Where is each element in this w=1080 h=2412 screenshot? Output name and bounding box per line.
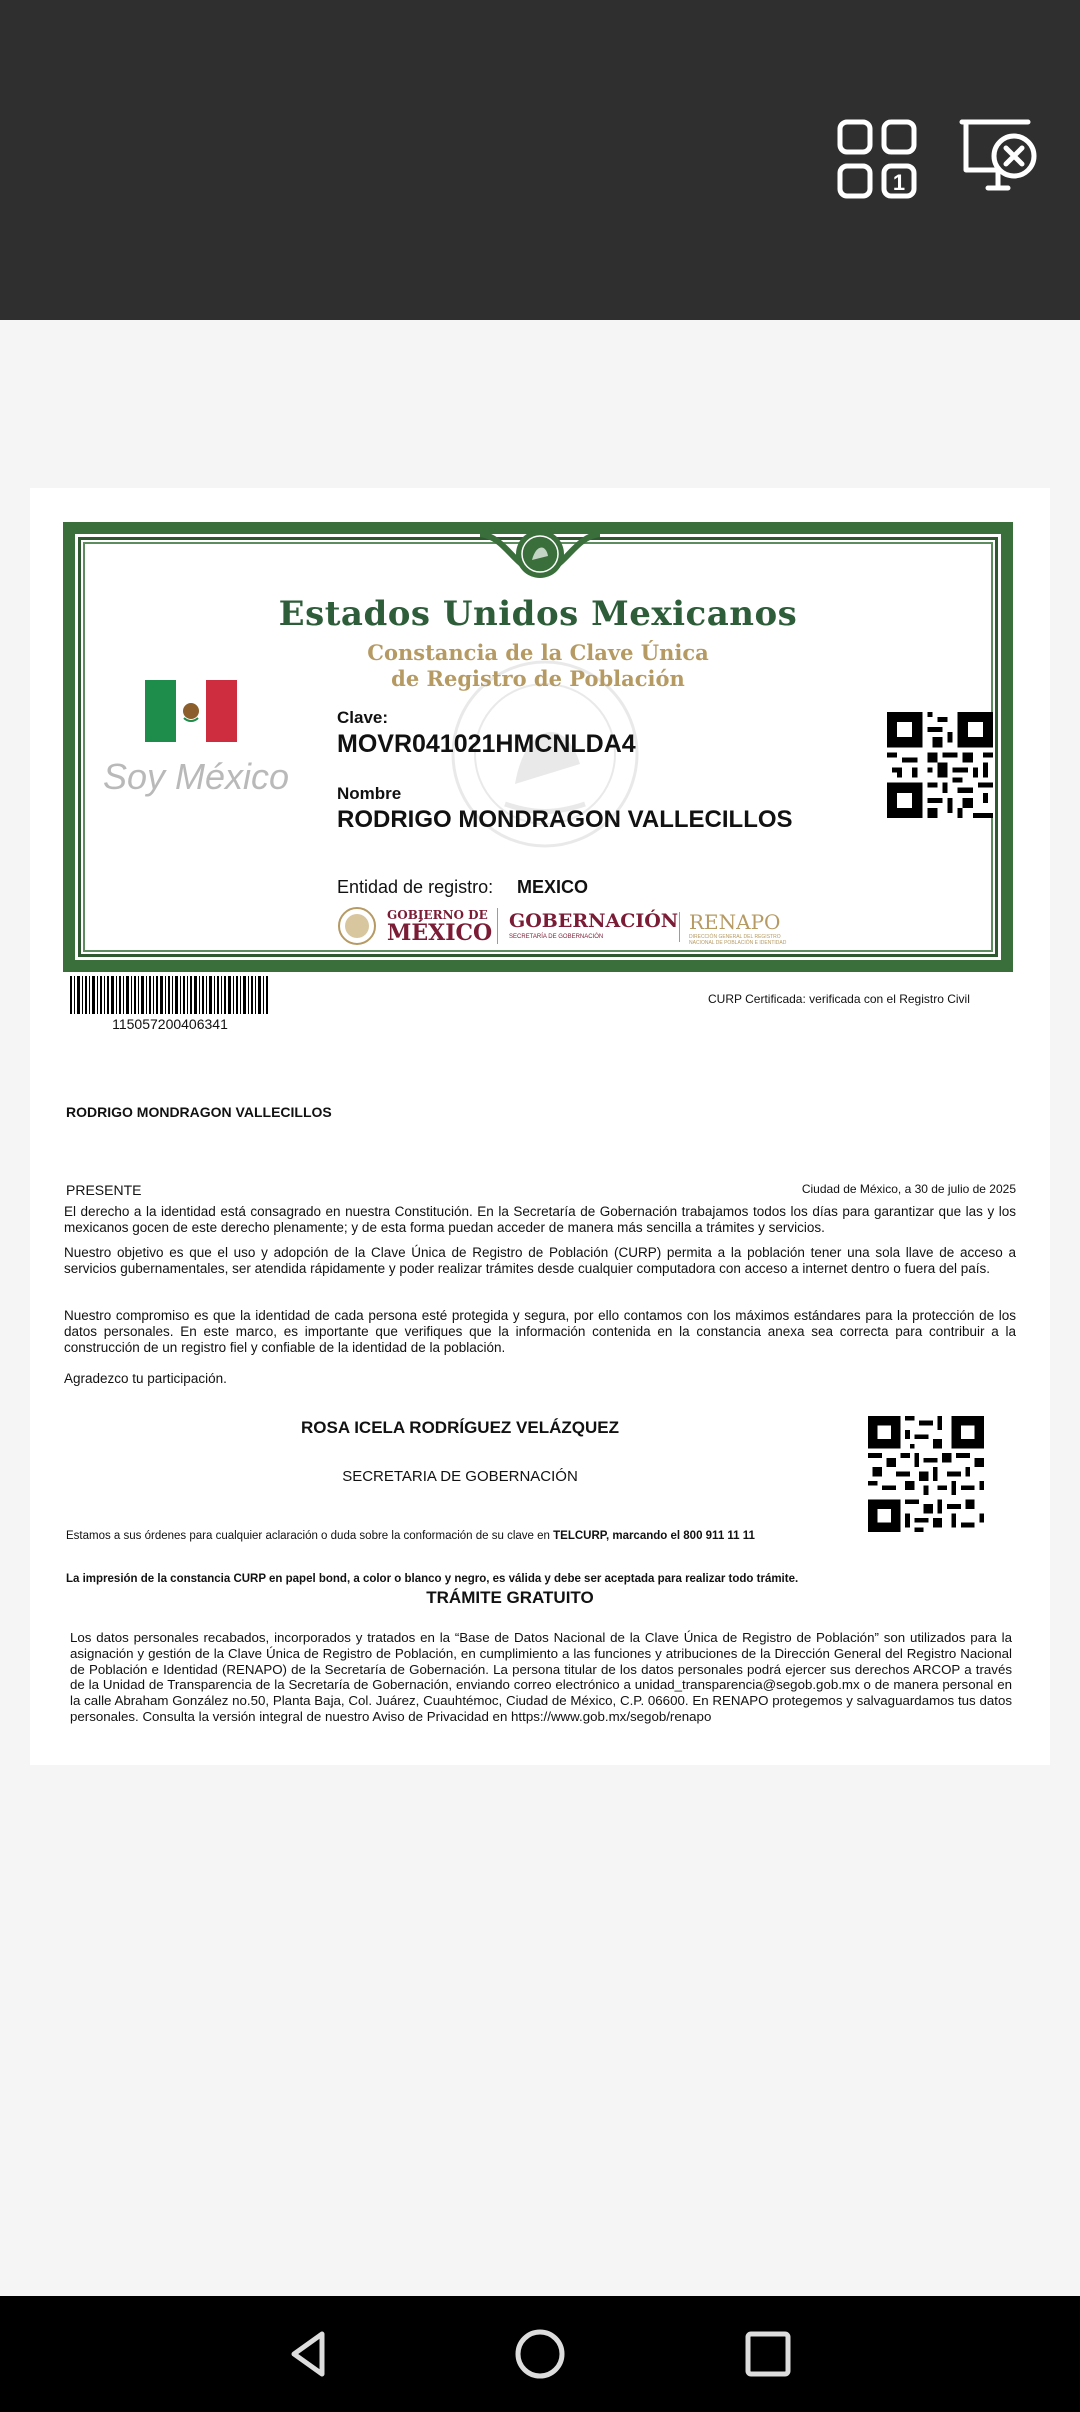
national-seal-icon	[480, 526, 600, 582]
letter-paragraph: Nuestro objetivo es que el uso y adopción de la Clave Única de Registro de Población (CURP) permita a la población tener una sola llave de acceso a servicios gubernamentales, ser atendida rápidamente y poder realizar trámites desde cualquier computadora con acceso a internet dentro o fuera del país.	[64, 1245, 1016, 1276]
renapo-logo-text: RENAPO	[689, 910, 781, 934]
viewer-toolbar	[0, 0, 1080, 320]
curp-certificate	[63, 522, 1013, 972]
gobierno-de-text: GOBIERNO DE	[387, 908, 488, 922]
home-icon[interactable]	[512, 2326, 568, 2382]
logo-divider	[679, 912, 680, 942]
gobierno-seal-icon	[337, 906, 377, 946]
letter-date: Ciudad de México, a 30 de julio de 2025	[801, 1182, 1016, 1196]
certificate-subtitle-2: de Registro de Población	[391, 666, 685, 691]
tramite-gratuito	[30, 1588, 1050, 1608]
renapo-subtext: DIRECCIÓN GENERAL DEL REGISTRO NACIONAL DE POBLACIÓN E IDENTIDAD	[689, 934, 787, 946]
signer-name-text: ROSA ICELA RODRÍGUEZ VELÁZQUEZ	[301, 1418, 619, 1437]
recents-icon[interactable]	[740, 2326, 796, 2382]
document-page[interactable]	[30, 488, 1050, 1765]
certificate-subtitle-1: Constancia de la Clave Única	[367, 640, 709, 665]
certificate-title: Estados Unidos Mexicanos	[278, 594, 798, 634]
letter-paragraph: Nuestro compromiso es que la identidad de cada persona esté protegida y segura, por ello contamos con los máximos estándares para la protección de los datos personales. En este marco, es importante que verifiques que la información contenida en la constancia anexa sea correcta para contribuir a la construcción de un registro fiel y confiable de la identidad de la población.	[64, 1308, 1016, 1355]
exit-presentation-icon[interactable]	[958, 116, 1038, 200]
privacy-notice: Los datos personales recabados, incorporados y tratados en la “Base de Datos Nacional de la Clave Única de Registro de Población” son utilizados para la asignación y gestión de la Clave Única de Registro de Población, en cumplimiento a las funciones y atribuciones de la Dirección General del Registro Nacional de Población e Identidad (RENAPO) de la Secretaría de Gobernación. La persona titular de los datos personales podrá ejercer sus derechos ARCOP a través de la Unidad de Transparencia de la Secretaría de Gobernación, enviando correo electrónico a unidad_transparencia@segob.gob.mx o de manera personal en la calle Abraham González no.50, Planta Baja, Col. Juárez, Cuauhtémoc, Ciudad de México, C.P. 06600. En RENAPO protegemos y salvaguardamos tus datos personales. Consulta la versión integral de nuestro Aviso de Privacidad en https://www.gob.mx/segob/renapo	[70, 1630, 1012, 1724]
letter-presente: PRESENTE	[66, 1182, 142, 1198]
gobernacion-logo-text: GOBERNACIÓN	[509, 910, 679, 932]
clave-label: Clave:	[337, 708, 389, 727]
telcurp-phone: TELCURP, marcando el 800 911 11 11	[553, 1530, 755, 1542]
mexico-logo-text: MÉXICO	[387, 920, 493, 946]
logo-divider	[497, 908, 498, 944]
tramite-gratuito-text: TRÁMITE GRATUITO	[426, 1588, 594, 1607]
gobernacion-subtext: SECRETARÍA DE GOBERNACIÓN	[509, 934, 604, 940]
barcode-icon	[70, 976, 270, 1014]
curp-certificada-note: CURP Certificada: verificada con el Registro Civil	[708, 992, 970, 1006]
letter-paragraph: El derecho a la identidad está consagrado en nuestra Constitución. En la Secretaría de Gobernación trabajamos todos los días para garantizar que las y los mexicanos gocen de este derecho plenamente; y de esta forma puedan acceder de manera más sencilla a trámites y servicios.	[64, 1204, 1016, 1235]
entidad-label: Entidad de registro:	[337, 877, 494, 897]
nombre-value: RODRIGO MONDRAGON VALLECILLOS	[337, 806, 793, 833]
back-icon[interactable]	[282, 2326, 338, 2382]
qr-code-icon	[887, 712, 993, 818]
mexico-flag-icon	[145, 680, 237, 742]
government-logos	[337, 904, 787, 950]
entidad-value: MEXICO	[517, 877, 589, 897]
telcurp-note-text: Estamos a sus órdenes para cualquier aclaración o duda sobre la conformación de su clave en	[66, 1530, 554, 1542]
pages-grid-icon[interactable]	[836, 118, 920, 202]
signer-title-text: SECRETARIA DE GOBERNACIÓN	[342, 1468, 578, 1485]
letter-addressee: RODRIGO MONDRAGON VALLECILLOS	[66, 1104, 332, 1120]
soy-mexico-text: Soy México	[103, 756, 290, 797]
nombre-label: Nombre	[337, 784, 402, 803]
system-navigation-bar	[0, 2296, 1080, 2412]
signature-qr-code-icon	[868, 1416, 984, 1532]
letter-paragraph: Agradezco tu participación.	[64, 1371, 227, 1386]
pages-badge: 1	[892, 170, 906, 195]
clave-value: MOVR041021HMCNLDA4	[337, 730, 636, 758]
impresion-note: La impresión de la constancia CURP en papel bond, a color o blanco y negro, es válida y debe ser aceptada para realizar todo trámite.	[66, 1573, 799, 1585]
barcode-number: 115057200406341	[112, 1016, 228, 1032]
telcurp-note	[66, 1530, 755, 1542]
